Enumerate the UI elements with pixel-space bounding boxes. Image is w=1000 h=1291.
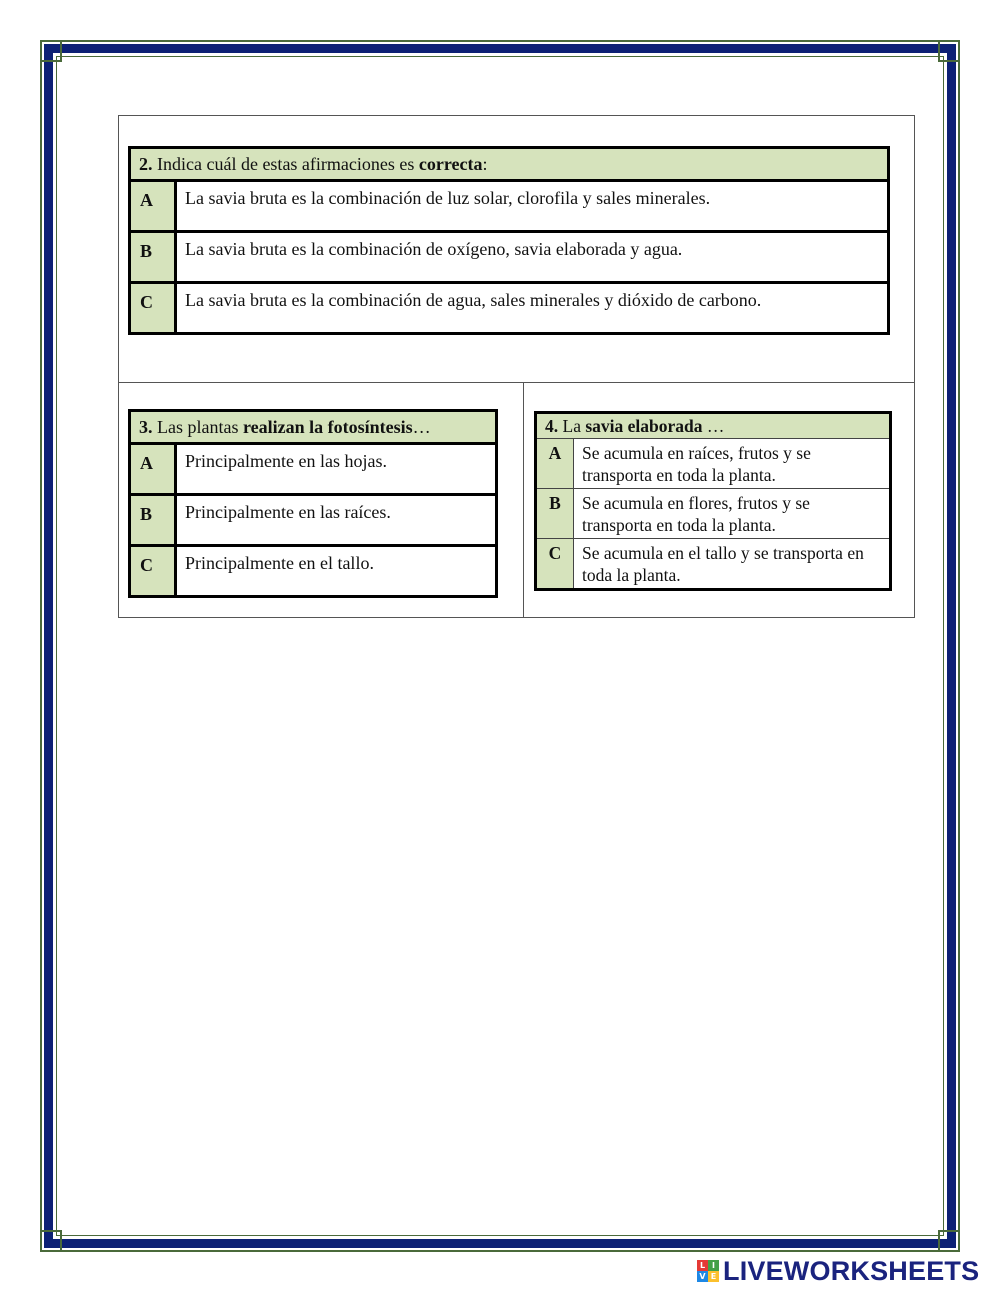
option-text: Principalmente en las hojas. [176, 444, 497, 495]
option-text: Principalmente en el tallo. [176, 546, 497, 597]
question-4-option-b[interactable] [536, 489, 891, 539]
liveworksheets-logo-mark: L I V E [697, 1260, 719, 1282]
question-4-option-c[interactable] [536, 539, 891, 590]
question-4-option-a[interactable] [536, 439, 891, 489]
question-2-table [128, 146, 890, 335]
option-text: Se acumula en raíces, frutos y se transporta en toda la planta. [574, 439, 891, 489]
option-letter: A [130, 181, 176, 232]
option-letter: B [536, 489, 574, 539]
question-3-header: 3. Las plantas realizan la fotosíntesis… [130, 411, 497, 444]
corner-ornament-top-right [938, 40, 960, 62]
corner-ornament-bottom-right [938, 1230, 960, 1252]
option-text: La savia bruta es la combinación de oxígeno, savia elaborada y agua. [176, 232, 889, 283]
liveworksheets-logo[interactable] [697, 1257, 979, 1285]
option-letter: A [130, 444, 176, 495]
option-text: La savia bruta es la combinación de agua, sales minerales y dióxido de carbono. [176, 283, 889, 334]
corner-ornament-top-left [40, 40, 62, 62]
frame-divider-horizontal [118, 382, 915, 383]
question-3-option-c[interactable] [130, 546, 497, 597]
question-3-option-a[interactable] [130, 444, 497, 495]
question-2-option-a[interactable] [130, 181, 889, 232]
corner-ornament-bottom-left [40, 1230, 62, 1252]
option-letter: C [130, 546, 176, 597]
option-letter: C [536, 539, 574, 590]
option-letter: A [536, 439, 574, 489]
option-text: Principalmente en las raíces. [176, 495, 497, 546]
option-letter: B [130, 495, 176, 546]
question-4-header: 4. La savia elaborada … [536, 413, 891, 439]
option-text: Se acumula en flores, frutos y se transporta en toda la planta. [574, 489, 891, 539]
option-letter: C [130, 283, 176, 334]
question-3-option-b[interactable] [130, 495, 497, 546]
option-text: La savia bruta es la combinación de luz solar, clorofila y sales minerales. [176, 181, 889, 232]
question-2-option-b[interactable] [130, 232, 889, 283]
question-4-table [534, 411, 892, 591]
frame-divider-vertical [523, 382, 524, 618]
option-text: Se acumula en el tallo y se transporta en toda la planta. [574, 539, 891, 590]
question-2-option-c[interactable] [130, 283, 889, 334]
question-3-table [128, 409, 498, 598]
liveworksheets-logo-text: LIVEWORKSHEETS [723, 1255, 980, 1286]
option-letter: B [130, 232, 176, 283]
question-2-header: 2. Indica cuál de estas afirmaciones es correcta: [130, 148, 889, 181]
